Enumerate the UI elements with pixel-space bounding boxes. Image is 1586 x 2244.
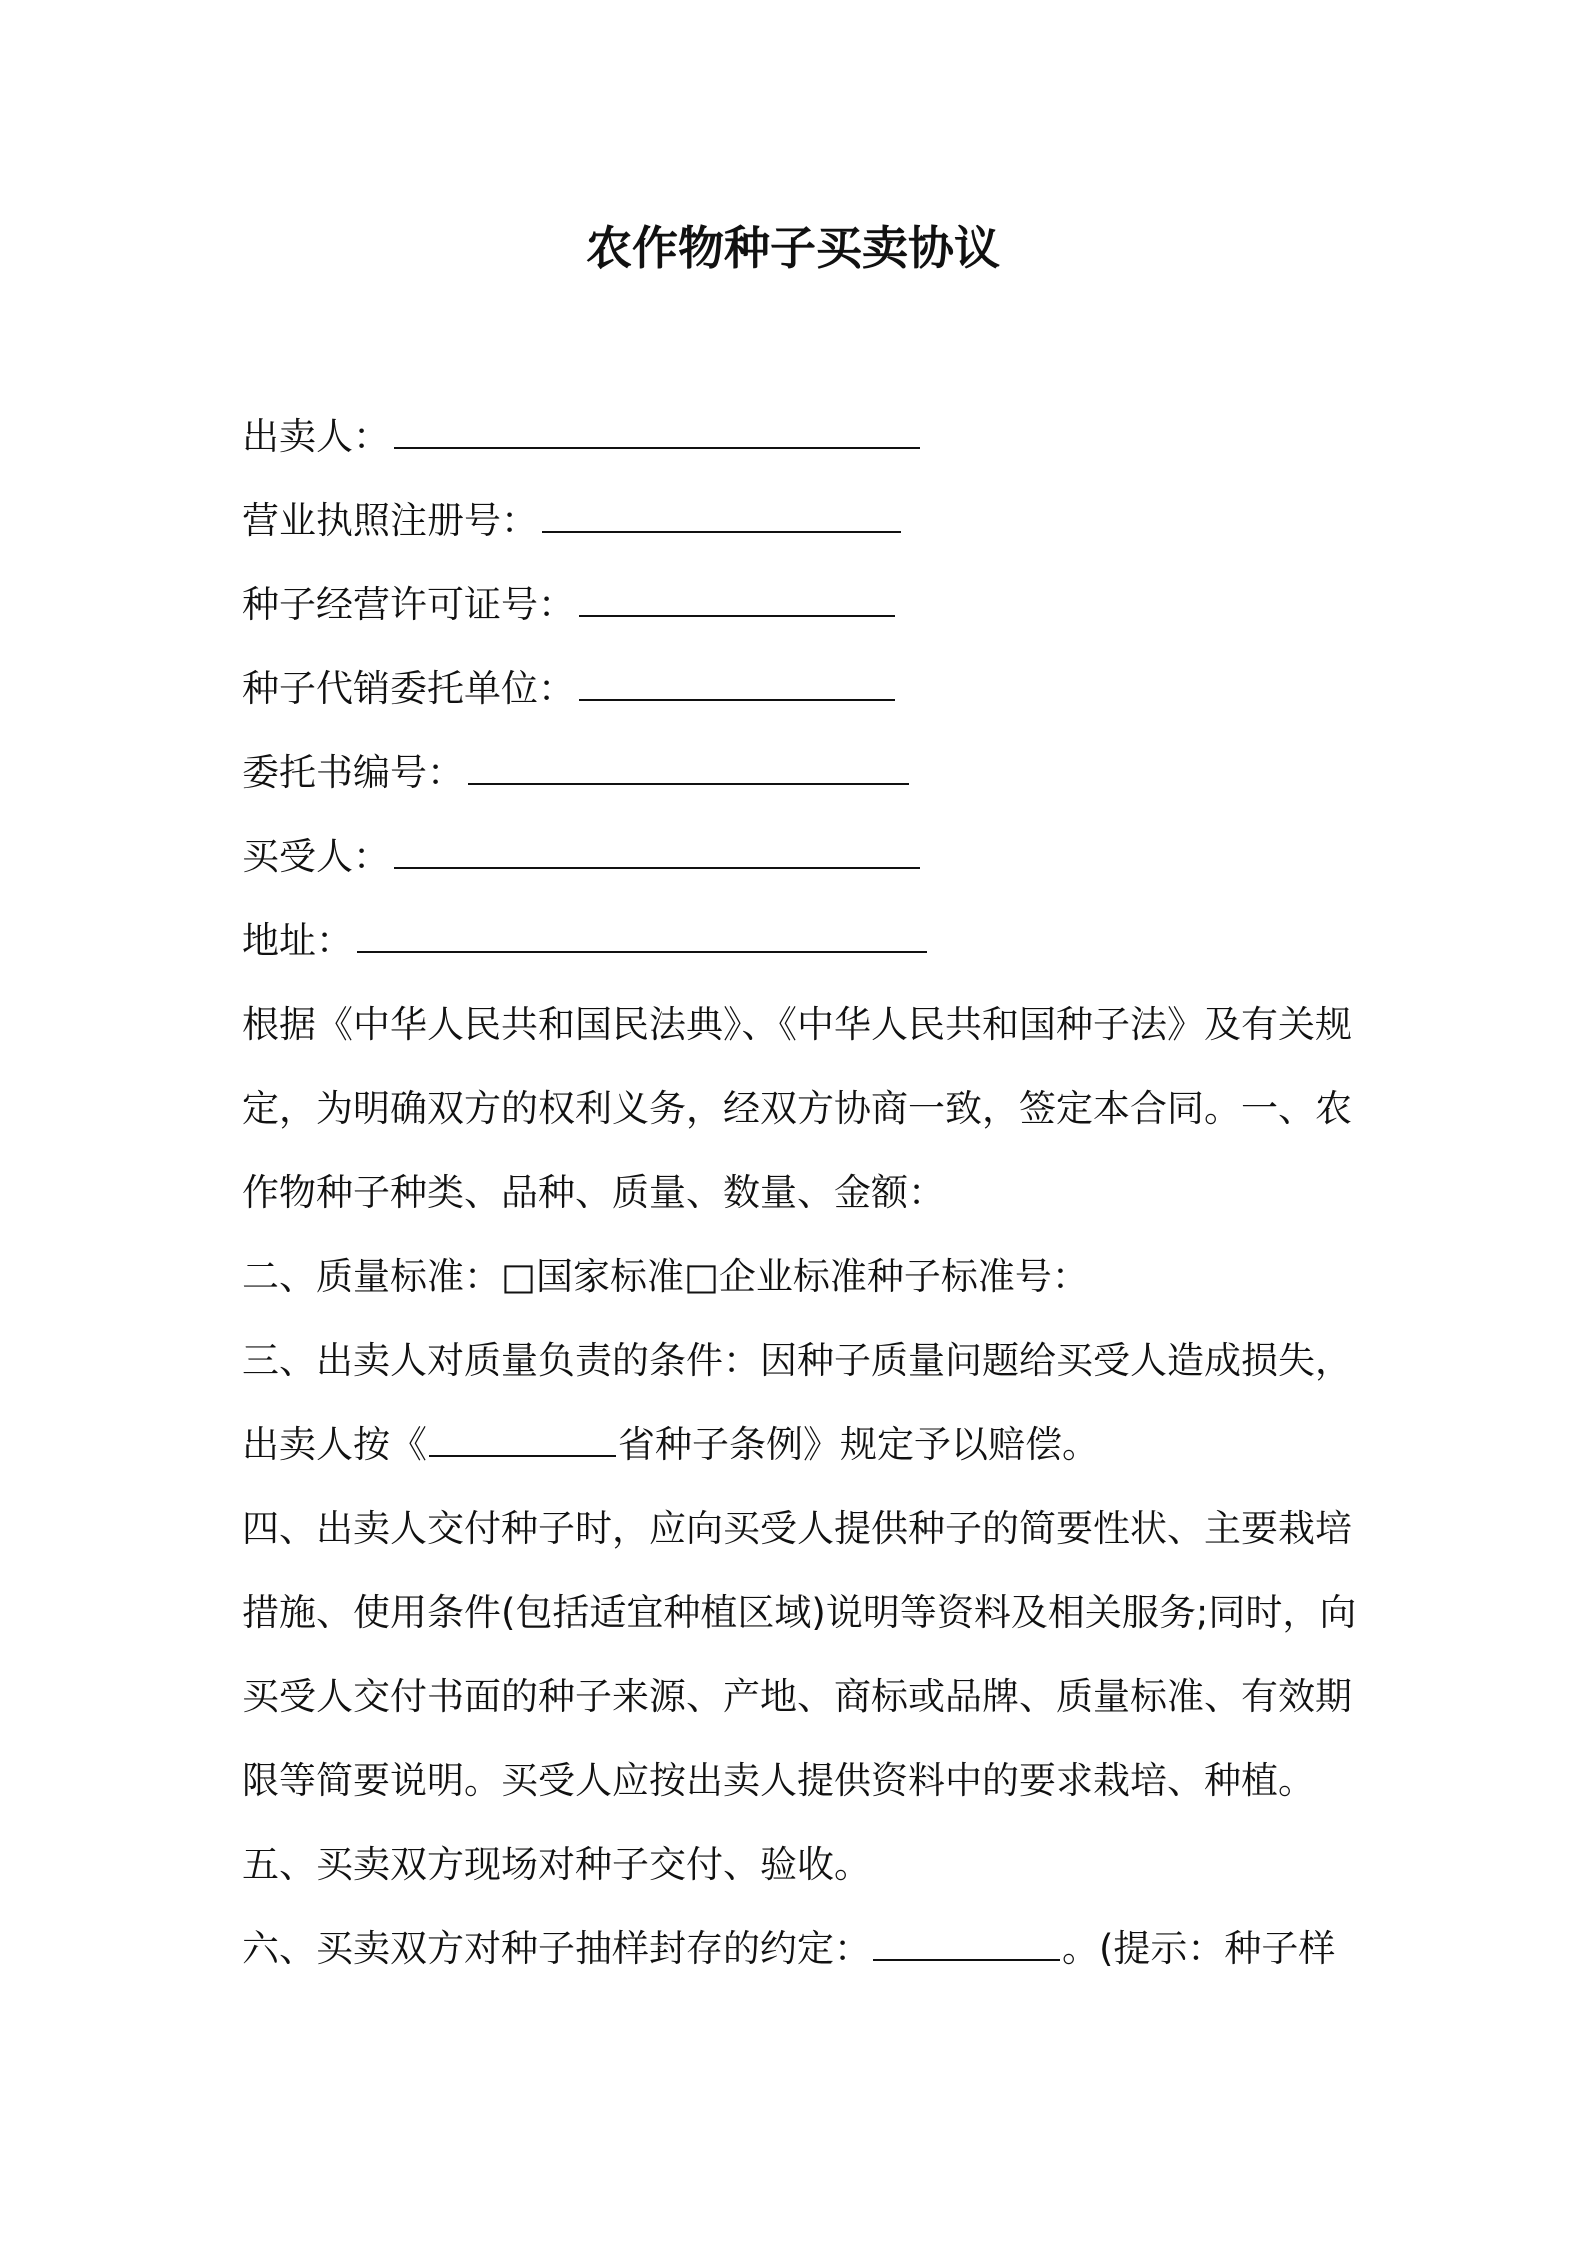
seed-permit-blank <box>579 585 895 617</box>
field-label: 委托书编号： <box>242 751 464 794</box>
paragraph-line <box>242 1403 1442 1487</box>
field-agent-unit <box>242 647 1442 731</box>
paragraph-line: 三、出卖人对质量负责的条件：因种子质量问题给买受人造成损失， <box>242 1339 1352 1382</box>
field-entrust-number <box>242 731 1442 815</box>
paragraph-line: 限等简要说明。买受人应按出卖人提供资料中的要求栽培、种植。 <box>242 1759 1315 1802</box>
agent-unit-blank <box>579 669 895 701</box>
field-address <box>242 899 1442 983</box>
paragraph-line: 作物种子种类、品种、质量、数量、金额： <box>242 1171 945 1214</box>
field-label: 出卖人： <box>242 415 390 458</box>
text-before-blank: 六、买卖双方对种子抽样封存的约定： <box>242 1927 871 1970</box>
entrust-number-blank <box>468 753 909 785</box>
text-after-blank: 省种子条例》规定予以赔偿。 <box>618 1423 1099 1466</box>
paragraph-line: 措施、使用条件(包括适宜种植区域)说明等资料及相关服务;同时，向 <box>242 1591 1357 1634</box>
seller-blank <box>394 417 920 449</box>
paragraph-line: 五、买卖双方现场对种子交付、验收。 <box>242 1843 871 1886</box>
field-seller <box>242 395 1442 479</box>
field-label: 种子代销委托单位： <box>242 667 575 710</box>
paragraph-line <box>242 1907 1442 1991</box>
province-blank <box>429 1425 616 1457</box>
field-label: 地址： <box>242 919 353 962</box>
sample-sealing-blank <box>873 1929 1060 1961</box>
field-label: 营业执照注册号： <box>242 499 538 542</box>
field-buyer <box>242 815 1442 899</box>
business-license-blank <box>542 501 901 533</box>
field-seed-permit <box>242 563 1442 647</box>
buyer-blank <box>394 837 920 869</box>
address-blank <box>357 921 927 953</box>
quality-standard-line: 二、质量标准：□国家标准□企业标准种子标准号： <box>242 1255 1089 1298</box>
field-business-license <box>242 479 1442 563</box>
paragraph-line: 定，为明确双方的权利义务，经双方协商一致，签定本合同。一、农 <box>242 1087 1352 1130</box>
field-label: 买受人： <box>242 835 390 878</box>
field-label: 种子经营许可证号： <box>242 583 575 626</box>
document-body <box>242 395 1442 1991</box>
paragraph-line: 根据《中华人民共和国民法典》、《中华人民共和国种子法》及有关规 <box>242 1003 1352 1046</box>
text-after-blank: 。(提示：种子样 <box>1062 1927 1336 1970</box>
paragraph-line: 四、出卖人交付种子时，应向买受人提供种子的简要性状、主要栽培 <box>242 1507 1352 1550</box>
paragraph-line: 买受人交付书面的种子来源、产地、商标或品牌、质量标准、有效期 <box>242 1675 1352 1718</box>
document-title: 农作物种子买卖协议 <box>586 221 1000 275</box>
text-before-blank: 出卖人按《 <box>242 1423 427 1466</box>
